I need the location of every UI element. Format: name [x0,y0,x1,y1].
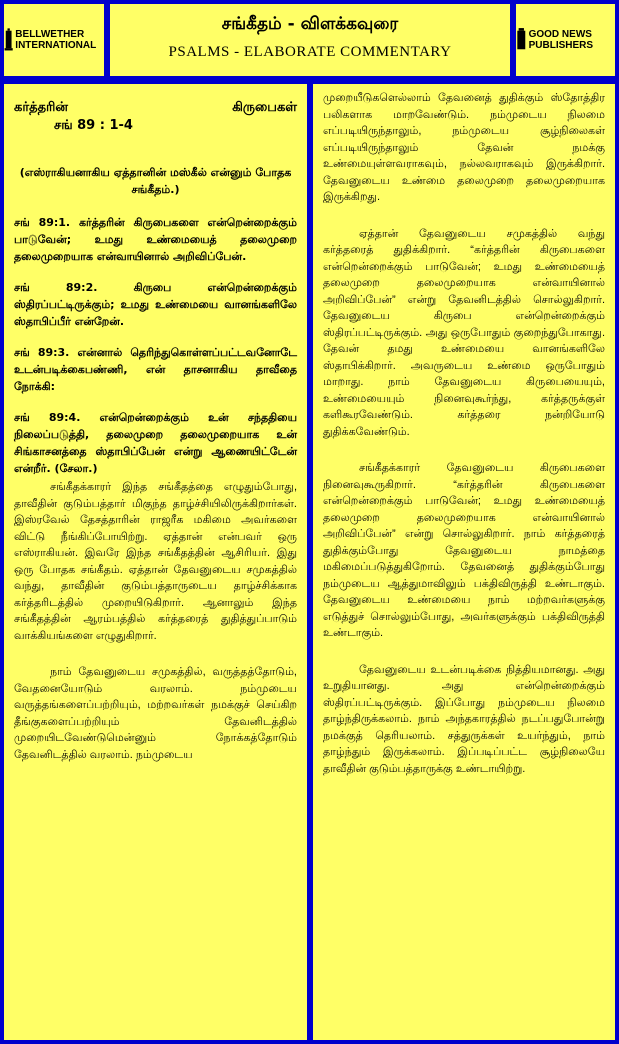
commentary-paragraph: முறையீடுகளெல்லாம் தேவனைத் துதிக்கும் ஸ்தோத்திர பலிகளாக மாறவேண்டும். நம்முடைய நிலமை எப்படியிருந்தாலும், நம்முடைய சூழ்நிலைகள் எப்படியிருந்தாலும் தேவன் நமக்கு உண்மையுள்ளவராகவும், நல்லவராகவும் இருக்கிறார். தேவனுடைய உண்மை தலைமுறை தலைமுறையாக இருக்கிறது. [323,92,605,203]
heading-part2: கிருபைகள் [232,100,297,115]
header-title-english: PSALMS - ELABORATE COMMENTARY [168,44,452,60]
verse-3: சங் 89:3. என்னால் தெரிந்துகொள்ளப்பட்டவனோடே உடன்படிக்கைபண்ணி, என் தாசனாகிய தாவீதை நோக்கி: [14,346,297,393]
commentary-paragraph: சங்கீதக்காரர் தேவனுடைய கிருபைகளை நினைவுகூருகிறார். “கர்த்தரின் கிருபைகளை என்றென்றைக்கும் பாடுவேன்; உமது உண்மையைத் தலைமுறை தலைமுறையாக என்வாயினால் அறிவிப்பேன்” என்று சொல்லுகிறார். நாம் கர்த்தரைத் துதிக்கும்போது தேவனுடைய நாமத்தை மகிமைப்படுத்துகிறோம். தேவனைத் துதிக்கும்போது நம்முடைய ஆத்துமாவிலும் பக்திவிருத்தி உண்டாகும். தேவனுடைய உண்மையை நாம் மற்றவர்களுக்கு எடுத்துச் சொல்லும்போது, அவர்களுக்கும் பக்திவிருத்தி உண்டாகும். [323,462,605,639]
left-logo-text: BELLWETHER INTERNATIONAL [15,29,97,51]
commentary-paragraph: நாம் தேவனுடைய சமுகத்தில், வருத்தத்தோடும், வேதனையோடும் வரலாம். நம்முடைய வருத்தங்களைப்பற்றியும், மற்றவர்கள் நமக்குச் செய்கிற தீங்குகளைப்பற்றியும் தேவனிடத்தில் முறையிடவேண்டுமென்னும் நோக்கத்தோடும் தேவனிடத்தில் வரலாம். நம்முடைய [14,666,297,761]
verse-1: சங் 89:1. கர்த்தரின் கிருபைகளை என்றென்றைக்கும் பாடுவேன்; உமது உண்மையைத் தலைமுறை தலைமுறையாக என்வாயினால் அறிவிப்பேன். [14,216,297,263]
psalm-subtitle: (எஸ்ராகியனாகிய ஏத்தானின் மஸ்கீல் என்னும் போதக சங்கீதம்.) [19,166,292,196]
header-title-tamil: சங்கீதம் - விளக்கவுரை [221,14,399,34]
book-icon [516,20,527,60]
bell-icon [4,20,13,60]
commentary-paragraph: தேவனுடைய உடன்படிக்கை நித்தியமானது. அது உறுதியானது. அது என்றென்றைக்கும் ஸ்திரப்பட்டிருக்கும். இப்போது நம்முடைய நிலமை தாழ்ந்திருக்கலாம். நாம் அந்தகாரத்தில் நடப்பதுபோன்று நமக்குத் தெரியலாம். சத்துருக்கள் உயர்ந்தும், நாம் தாழ்ந்தும் இருக்கலாம். இப்படிப்பட்ட சூழ்நிலையே தாவீதின் குடும்பத்தாருக்கு உண்டாயிற்று. [323,663,605,775]
publisher-logo-left [4,4,104,76]
heading-part1: கர்த்தரின் [14,100,69,115]
right-column [313,84,615,1040]
commentary-paragraph: ஏத்தான் தேவனுடைய சமுகத்தில் வந்து கர்த்தரைத் துதிக்கிறார். “கர்த்தரின் கிருபைகளை என்றென்றைக்கும் பாடுவேன்; உமது உண்மையைத் தலைமுறை தலைமுறையாக என்வாயினால் அறிவிப்பேன்” என்று தேவனிடத்தில் சொல்லுகிறார். தேவனுடைய கிருபை என்றென்றைக்கும் ஸ்திரப்பட்டிருக்கும். அது ஒருபோதும் குறைந்துபோகாது. தேவன் தமது உண்மையை வானங்களிலே ஸ்தாபிக்கிறார். அவருடைய உண்மை ஒருபோதும் மாறாது. நாம் தேவனுடைய கிருபையையும், உண்மையையும் நினைவுகூர்ந்து, கர்த்தருக்குள் களிகூரவேண்டும். கர்த்தரை நன்றியோடு துதிக்கவேண்டும். [323,227,605,438]
page-header [110,4,510,76]
commentary-paragraph: சங்கீதக்காரர் இந்த சங்கீதத்தை எழுதும்போது, தாவீதின் குடும்பத்தார் மிகுந்த தாழ்ச்சியிலிருக்கிறார்கள். இஸ்ரவேல் தேசத்தாரின் ராஜரீக மகிமை அவர்களை விட்டு நீங்கிப்போயிற்று. ஏத்தான் என்பவர் ஒரு எஸ்ராகியன். இவரே இந்த சங்கீதத்தின் ஆசிரியர். இது ஒரு போதக சங்கீதம். ஏத்தான் தேவனுடைய சமுகத்தில் வந்து, தாவீதின் குடும்பத்தாருடைய தாழ்ச்சிக்காக கர்த்தரிடத்தில் முறையிடுகிறார். ஆனாலும் இந்த சங்கீதத்தின் ஆரம்பத்தில் கர்த்தரைத் துதித்துப்பாடும் வாக்கியங்களை எழுதுகிறார். [14,481,297,642]
verse-4: சங் 89:4. என்றென்றைக்கும் உன் சந்ததியை நிலைப்படுத்தி, தலைமுறை தலைமுறையாக உன் சிங்காசனத்தை ஸ்தாபிப்பேன் என்று ஆணையிட்டேன் என்றீர். (சேலா.) [14,411,297,475]
publisher-logo-right [516,4,615,76]
left-column [4,84,307,1040]
passage-reference: சங் 89 : 1-4 [54,118,133,133]
verse-2: சங் 89:2. கிருபை என்றென்றைக்கும் ஸ்திரப்பட்டிருக்கும்; உமது உண்மையை வானங்களிலே ஸ்தாபிப்பீர் என்றேன். [14,281,297,328]
right-logo-text: GOOD NEWS PUBLISHERS [528,29,594,51]
passage-heading [14,100,297,116]
